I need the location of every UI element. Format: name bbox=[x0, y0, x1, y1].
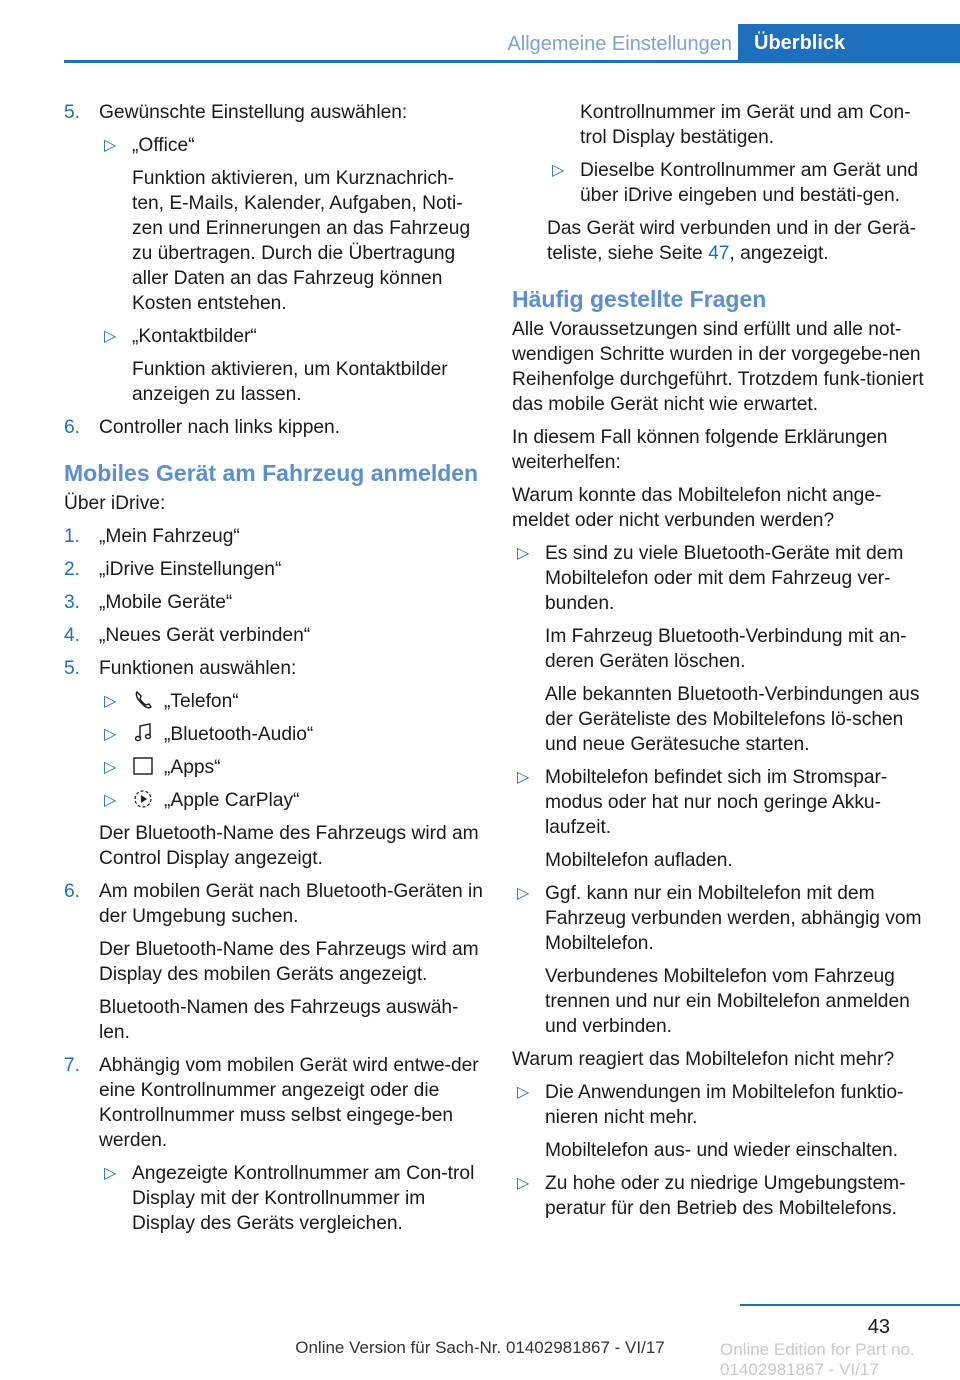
answer-text: Mobiltelefon befindet sich im Stromspar-modus oder hat nur noch geringe Akku-laufzeit. bbox=[545, 767, 888, 838]
step-5-functions bbox=[64, 656, 484, 871]
answer-text: Die Anwendungen im Mobiltelefon funktio-nieren nicht mehr. bbox=[545, 1082, 904, 1128]
left-column bbox=[64, 100, 484, 1244]
triangle-bullet-icon: ▷ bbox=[104, 792, 117, 809]
faq-answer bbox=[512, 541, 932, 757]
step-number: 2. bbox=[64, 559, 81, 580]
step-number: 3. bbox=[64, 592, 81, 613]
step-item bbox=[64, 524, 484, 549]
bullet-title: „Office“ bbox=[132, 135, 195, 156]
bullet-enter-number bbox=[547, 158, 932, 208]
bullet-title: „Kontaktbilder“ bbox=[132, 326, 257, 347]
step-number: 7. bbox=[64, 1055, 81, 1076]
step-text: „Mobile Geräte“ bbox=[99, 592, 233, 613]
bullet-desc: Funktion aktivieren, um Kontaktbilder anzeigen zu lassen. bbox=[132, 359, 448, 405]
step-item bbox=[64, 557, 484, 582]
bullet-compare bbox=[99, 1161, 484, 1236]
answer-text: Ggf. kann nur ein Mobiltelefon mit dem Fahrzeug verbunden werden, abhängig vom Mobiltelefon. bbox=[545, 883, 922, 954]
faq-answer bbox=[512, 1171, 932, 1221]
answer-sub: Im Fahrzeug Bluetooth-Verbindung mit an-deren Geräten löschen. bbox=[545, 626, 907, 672]
function-carplay bbox=[99, 788, 484, 813]
step-number: 5. bbox=[64, 658, 81, 679]
step-6-search bbox=[64, 879, 484, 1045]
triangle-bullet-icon: ▷ bbox=[104, 328, 117, 345]
footer-text: Online Version für Sach-Nr. 01402981867 - VI/17 bbox=[295, 1338, 665, 1357]
step-number: 1. bbox=[64, 526, 81, 547]
step-6-controller bbox=[64, 415, 484, 440]
step-7-control-number bbox=[64, 1053, 484, 1236]
faq-intro-2: In diesem Fall können folgende Erklärungen weiterhelfen: bbox=[512, 427, 888, 473]
triangle-bullet-icon: ▷ bbox=[517, 1084, 530, 1101]
faq-question-2: Warum reagiert das Mobiltelefon nicht mehr? bbox=[512, 1049, 895, 1070]
triangle-bullet-icon: ▷ bbox=[104, 726, 117, 743]
page-header bbox=[0, 0, 960, 62]
page-number: 43 bbox=[867, 1316, 890, 1338]
triangle-bullet-icon: ▷ bbox=[552, 162, 565, 179]
bullet-text: Angezeigte Kontrollnummer am Con-trol Display mit der Kontrollnummer im Display des Geräts vergleichen. bbox=[132, 1163, 475, 1234]
step-number: 6. bbox=[64, 417, 81, 438]
triangle-bullet-icon: ▷ bbox=[104, 693, 117, 710]
answer-text: Es sind zu viele Bluetooth-Geräte mit dem Mobiltelefon oder mit dem Fahrzeug ver-bunden. bbox=[545, 543, 904, 614]
step-item bbox=[64, 590, 484, 615]
bullet-contacts bbox=[99, 324, 484, 407]
music-note-icon bbox=[132, 722, 154, 744]
watermark: Online Edition for Part no. 01402981867 - VI/17 bbox=[720, 1340, 915, 1379]
section-title: Allgemeine Einstellungen bbox=[507, 33, 732, 55]
function-label: „Bluetooth-Audio“ bbox=[164, 724, 314, 745]
triangle-bullet-icon: ▷ bbox=[104, 1165, 117, 1182]
triangle-bullet-icon: ▷ bbox=[517, 769, 530, 786]
triangle-bullet-icon: ▷ bbox=[104, 759, 117, 776]
phone-icon bbox=[132, 689, 154, 711]
function-label: „Apple CarPlay“ bbox=[164, 790, 300, 811]
function-label: „Telefon“ bbox=[164, 691, 239, 712]
answer-sub: Alle bekannten Bluetooth-Verbindungen aus der Geräteliste des Mobiltelefons lö-schen und neue Gerätesuche starten. bbox=[545, 684, 920, 755]
section-heading-faq: Häufig gestellte Fragen bbox=[512, 286, 767, 312]
step-text: Controller nach links kippen. bbox=[99, 417, 341, 438]
step-text: „Mein Fahrzeug“ bbox=[99, 526, 240, 547]
faq-question-1: Warum konnte das Mobiltelefon nicht ange-meldet oder nicht verbunden werden? bbox=[512, 485, 882, 531]
step-number: 6. bbox=[64, 881, 81, 902]
function-bluetooth-audio bbox=[99, 722, 484, 747]
chapter-tab: Überblick bbox=[738, 24, 960, 62]
answer-sub: Mobiltelefon aufladen. bbox=[545, 850, 733, 871]
continued-bullet: Kontrollnummer im Gerät und am Con-trol Display bestätigen. bbox=[580, 102, 911, 148]
triangle-bullet-icon: ▷ bbox=[517, 545, 530, 562]
intro-text: Über iDrive: bbox=[64, 493, 166, 514]
triangle-bullet-icon: ▷ bbox=[517, 1175, 530, 1192]
result-suffix: , angezeigt. bbox=[729, 243, 829, 264]
faq-answer bbox=[512, 765, 932, 873]
bullet-desc: Funktion aktivieren, um Kurznachrich-ten, E-Mails, Kalender, Aufgaben, Noti-zen und Erinnerungen an das Fahrzeug zu übertragen. Durch die Übertragung aller Daten an das Fahrzeug können Kosten entstehen. bbox=[132, 168, 471, 314]
step-text: Gewünschte Einstellung auswählen: bbox=[99, 102, 408, 123]
right-column bbox=[512, 100, 932, 1229]
answer-sub: Verbundenes Mobiltelefon vom Fahrzeug trennen und nur ein Mobiltelefon anmelden und verbinden. bbox=[545, 966, 910, 1037]
carplay-icon bbox=[132, 788, 154, 810]
faq-intro: Alle Voraussetzungen sind erfüllt und alle not-wendigen Schritte wurden in der vorgegebe-nen Reihenfolge durchgeführt. Trotzdem funk-tioniert das mobile Gerät nicht wie erwartet. bbox=[512, 319, 924, 415]
bullet-office bbox=[99, 133, 484, 316]
step-number: 5. bbox=[64, 102, 81, 123]
step-5-settings bbox=[64, 100, 484, 407]
answer-text: Zu hohe oder zu niedrige Umgebungstem-peratur für den Betrieb des Mobiltelefons. bbox=[545, 1173, 906, 1219]
answer-sub: Mobiltelefon aus- und wieder einschalten. bbox=[545, 1140, 899, 1161]
step-note: Bluetooth-Namen des Fahrzeugs auswäh-len. bbox=[99, 997, 459, 1043]
function-telefon bbox=[99, 689, 484, 714]
faq-answer bbox=[512, 881, 932, 1039]
step-number: 4. bbox=[64, 625, 81, 646]
step-note: Der Bluetooth-Name des Fahrzeugs wird am Display des mobilen Geräts angezeigt. bbox=[99, 939, 479, 985]
step-text: Funktionen auswählen: bbox=[99, 658, 297, 679]
section-heading-pairing: Mobiles Gerät am Fahrzeug anmelden bbox=[64, 460, 479, 486]
function-apps bbox=[99, 755, 484, 780]
function-label: „Apps“ bbox=[164, 757, 221, 778]
triangle-bullet-icon: ▷ bbox=[104, 137, 117, 154]
step-text: „Neues Gerät verbinden“ bbox=[99, 625, 311, 646]
apps-icon bbox=[132, 755, 154, 777]
header-rule bbox=[64, 60, 960, 63]
page-link-47[interactable]: 47 bbox=[708, 243, 730, 264]
result-text bbox=[512, 216, 932, 266]
step-item bbox=[64, 623, 484, 648]
step-text: „iDrive Einstellungen“ bbox=[99, 559, 282, 580]
footer-rule bbox=[740, 1304, 960, 1306]
faq-answer bbox=[512, 1080, 932, 1163]
step-text: Am mobilen Gerät nach Bluetooth-Geräten in der Umgebung suchen. bbox=[99, 881, 483, 927]
step-text: Abhängig vom mobilen Gerät wird entwe-der eine Kontrollnummer angezeigt oder die Kontrollnummer muss selbst eingege-ben werden. bbox=[99, 1055, 479, 1151]
triangle-bullet-icon: ▷ bbox=[517, 885, 530, 902]
bullet-text: Dieselbe Kontrollnummer am Gerät und über iDrive eingeben und bestäti-gen. bbox=[580, 160, 919, 206]
step-note: Der Bluetooth-Name des Fahrzeugs wird am Control Display angezeigt. bbox=[99, 823, 479, 869]
result-prefix: Das Gerät wird verbunden und in der Gerä-teliste, siehe Seite bbox=[547, 218, 917, 264]
